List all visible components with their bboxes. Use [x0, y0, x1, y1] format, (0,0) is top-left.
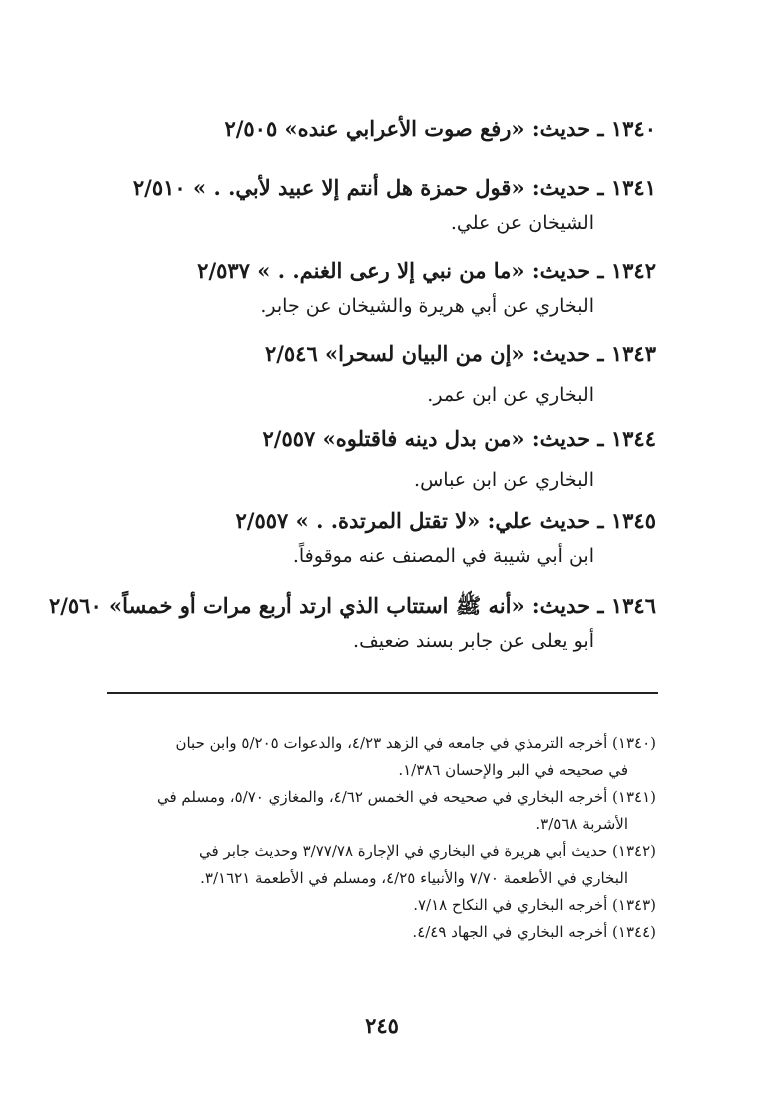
- hadith-heading: ١٣٤٤ ـ حديث: «من بدل دينه فاقتلوه» ٢/٥٥٧: [262, 426, 656, 451]
- hadith-source: الشيخان عن علي.: [450, 212, 594, 234]
- hadith-heading: ١٣٤٠ ـ حديث: «رفع صوت الأعرابي عنده» ٢/٥٠٥: [224, 116, 656, 141]
- footnote-1344: [106, 919, 656, 946]
- hadith-entry-1341: [133, 173, 656, 237]
- hadith-entry-1342: [197, 256, 656, 320]
- hadith-entry-1346: [49, 591, 656, 655]
- footnote-1343: [106, 892, 656, 919]
- hadith-source: البخاري عن ابن عباس.: [414, 469, 594, 491]
- footnote-line: (١٣٤٤) أخرجه البخاري في الجهاد ٤/٤٩.: [412, 923, 656, 941]
- footnote-1342: [106, 838, 656, 892]
- page-number: ٢٤٥: [365, 1013, 399, 1038]
- hadith-heading: ١٣٤١ ـ حديث: «قول حمزة هل أنتم إلا عبيد لأبي. . » ٢/٥١٠: [132, 175, 656, 200]
- footnote-line: (١٣٤١) أخرجه البخاري في صحيحه في الخمس ٤/٦٢، والمغازي ٥/٧٠، ومسلم في: [156, 788, 656, 806]
- hadith-heading: ١٣٤٢ ـ حديث: «ما من نبي إلا رعى الغنم. . » ٢/٥٣٧: [197, 258, 656, 283]
- footnote-line: (١٣٤٢) حديث أبي هريرة في البخاري في الإجارة ٣/٧٧/٧٨ وحديث جابر في: [199, 842, 656, 860]
- hadith-heading: ١٣٤٣ ـ حديث: «إن من البيان لسحرا» ٢/٥٤٦: [264, 341, 656, 366]
- hadith-source: البخاري عن ابن عمر.: [427, 384, 594, 406]
- footnote-1341: [106, 784, 656, 838]
- hadith-source: أبو يعلى عن جابر بسند ضعيف.: [353, 630, 594, 652]
- hadith-heading: ١٣٤٦ ـ حديث: «أنه ﷺ استتاب الذي ارتد أربع مرات أو خمساً» ٢/٥٦٠: [48, 593, 656, 618]
- footnote-line: (١٣٤٠) أخرجه الترمذي في جامعه في الزهد ٤/٢٣، والدعوات ٥/٢٠٥ وابن حبان: [175, 734, 656, 752]
- footnotes: [106, 730, 656, 946]
- hadith-entry-1340: [224, 114, 656, 144]
- hadith-source: ابن أبي شيبة في المصنف عنه موقوفاً.: [292, 545, 594, 567]
- footnote-line: (١٣٤٣) أخرجه البخاري في النكاح ٧/١٨.: [413, 896, 656, 914]
- footnote-1340: [106, 730, 656, 784]
- footnote-line-continued: في صحيحه في البر والإحسان ١/٣٨٦.: [398, 761, 628, 779]
- hadith-entry-1345: [236, 506, 656, 570]
- hadith-entry-1344: [263, 424, 657, 494]
- hadith-heading: ١٣٤٥ ـ حديث علي: «لا تقتل المرتدة. . » ٢/٥٥٧: [235, 508, 656, 533]
- footnote-divider: [107, 692, 658, 694]
- hadith-entry-1343: [265, 339, 656, 409]
- footnote-line-continued: البخاري في الأطعمة ٧/٧٠ والأنبياء ٤/٢٥، ومسلم في الأطعمة ٣/١٦٢١.: [200, 869, 628, 887]
- footnote-line-continued: الأشربة ٣/٥٦٨.: [535, 815, 628, 833]
- hadith-source: البخاري عن أبي هريرة والشيخان عن جابر.: [260, 295, 594, 317]
